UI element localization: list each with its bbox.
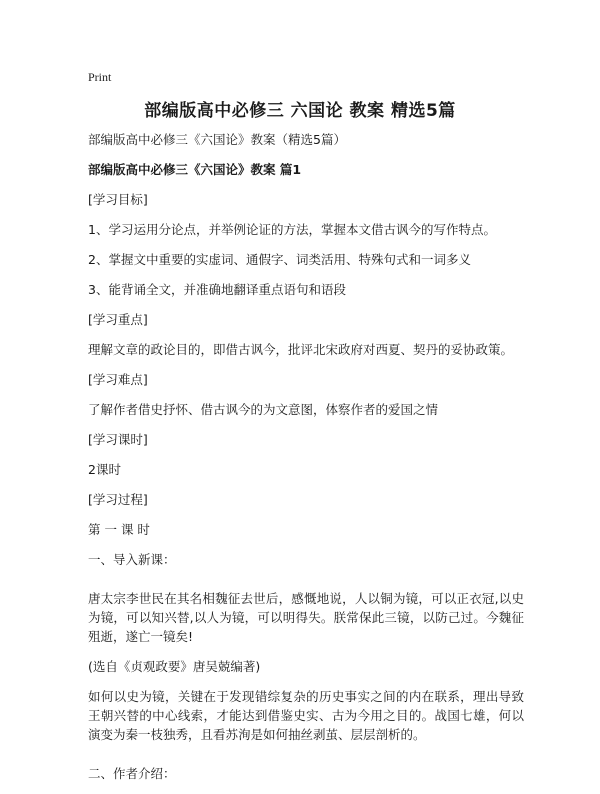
document-body <box>88 130 524 794</box>
document-title: 部编版高中必修三 六国论 教案 精选5篇 <box>144 101 456 121</box>
author-heading: 二、作者介绍： <box>88 766 176 781</box>
discussion-paragraph: 如何以史为镜，关键在于发现错综复杂的历史事实之间的内在联系，理出导致王朝兴替的中心线索，才能达到借鉴史实、古为今用之目的。战国七雄，何以演变为秦一枝独秀，且看苏洵是如何抽丝剥茧、层层剖析的。 <box>88 689 524 742</box>
source-citation: (选自《贞观政要》唐吴兢编著) <box>88 659 261 674</box>
subtitle-line: 部编版高中必修三《六国论》教案（精选5篇） <box>88 132 346 147</box>
label-difficulties: [学习难点] <box>88 372 148 387</box>
label-key-points: [学习重点] <box>88 312 148 327</box>
intro-heading: 一、导入新课： <box>88 552 176 567</box>
label-process: [学习过程] <box>88 492 148 507</box>
goal-item-3: 3、能背诵全文，并准确地翻译重点语句和语段 <box>88 282 346 297</box>
intro-paragraph: 唐太宗李世民在其名相魏征去世后，感慨地说，人以铜为镜，可以正衣冠,以史为镜，可以知兴替,以人为镜，可以明得失。朕常保此三镜，以防己过。今魏征殂逝，遂亡一镜矣! <box>88 591 524 644</box>
key-points-text: 理解文章的政论目的，即借古讽今，批评北宋政府对西夏、契丹的妥协政策。 <box>88 342 514 357</box>
goal-item-2: 2、掌握文中重要的实虚词、通假字、词类活用、特殊句式和一词多义 <box>88 252 471 267</box>
label-class-hours: [学习课时] <box>88 432 148 447</box>
goal-item-1: 1、学习运用分论点，并举例论证的方法，掌握本文借古讽今的写作特点。 <box>88 222 496 237</box>
difficulties-text: 了解作者借史抒怀、借古讽今的为文意图，体察作者的爱国之情 <box>88 402 439 417</box>
print-label: Print <box>88 70 112 84</box>
class-hours-text: 2课时 <box>88 462 121 477</box>
lesson-one-heading: 第 一 课 时 <box>88 522 150 537</box>
section-heading: 部编版高中必修三《六国论》教案 篇1 <box>88 162 302 177</box>
label-learning-goals: [学习目标] <box>88 192 148 207</box>
